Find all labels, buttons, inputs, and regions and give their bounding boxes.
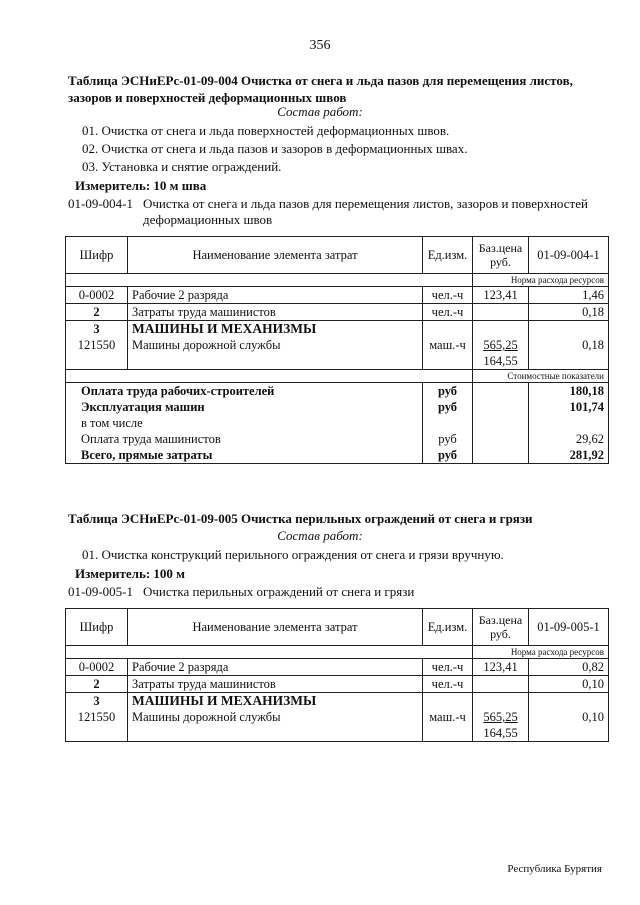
cost-row: Оплата труда рабочих-строителей руб 180,18 [66,383,609,400]
cost-row: Всего, прямые затраты руб 281,92 [66,447,609,464]
table2-composition-label: Состав работ: [277,528,363,543]
table1-header-row [66,237,609,274]
machine-cell: 3 121550 [66,693,128,742]
machine-name-cell: МАШИНЫ И МЕХАНИЗМЫ Машины дорожной службы [128,693,423,742]
table2-code-line [68,584,414,600]
norm-label: Норма расхода ресурсов [473,646,609,659]
header-name: Наименование элемента затрат [128,237,423,274]
header-cipher: Шифр [66,609,128,646]
table1-title: Таблица ЭСНиЕРс-01-09-004 Очистка от снега и льда пазов для перемещения листов, зазоров и поверхностей деформационных швов [68,73,573,105]
footer-region: Республика Бурятия [507,863,602,875]
table2-header-row [66,609,609,646]
table2-work-1: 01. Очистка конструкций перильного ограждения от снега и грязи вручную. [82,547,504,562]
header-unit: Ед.изм. [423,237,473,274]
table1-norm-row [66,274,609,287]
table1-grid [65,236,609,464]
table1-cost-label-row [66,370,609,383]
table1-composition-label: Состав работ: [277,104,363,119]
table2-code-desc: Очистка перильных ограждений от снега и грязи [143,584,415,599]
header-code: 01-09-005-1 [529,609,609,646]
table-row: 3 121550 МАШИНЫ И МЕХАНИЗМЫ Машины дорожной службы маш.-ч 565,25 164,55 0,18 [66,321,609,370]
norm-label: Норма расхода ресурсов [473,274,609,287]
cost-row: Эксплуатация машин руб 101,74 [66,399,609,415]
table1-work-2: 02. Очистка от снега и льда пазов и зазоров в деформационных швах. [82,141,468,156]
machine-cell: 3 121550 [66,321,128,370]
table2-measure: Измеритель: 100 м [75,566,186,581]
header-unit: Ед.изм. [423,609,473,646]
table-row: 3 121550 МАШИНЫ И МЕХАНИЗМЫ Машины дорожной службы маш.-ч 565,25 164,55 0,10 [66,693,609,742]
table2-grid [65,608,609,742]
table1-work-3: 03. Установка и снятие ограждений. [82,159,282,174]
table1-code-desc: Очистка от снега и льда пазов для перемещения листов, зазоров и поверхностей [143,196,588,211]
table2-norm-row [66,646,609,659]
cost-row: Оплата труда машинистов руб 29,62 [66,431,609,447]
table-row: 0-0002 Рабочие 2 разряда чел.-ч 123,41 1,46 [66,287,609,304]
table-row: 0-0002 Рабочие 2 разряда чел.-ч 123,41 0,82 [66,659,609,676]
table2-title: Таблица ЭСНиЕРс-01-09-005 Очистка перильных ограждений от снега и грязи [68,511,533,526]
table-row: 2 Затраты труда машинистов чел.-ч 0,18 [66,304,609,321]
table1-code-line [68,196,588,212]
cost-label: Стоимостные показатели [473,370,609,383]
table1-work-1: 01. Очистка от снега и льда поверхностей деформационных швов. [82,123,450,138]
table1-measure: Измеритель: 10 м шва [75,178,207,193]
machine-name-cell: МАШИНЫ И МЕХАНИЗМЫ Машины дорожной службы [128,321,423,370]
page-number: 356 [309,38,331,53]
table2-code: 01-09-005-1 [68,584,133,599]
header-code: 01-09-004-1 [529,237,609,274]
header-base-price: Баз.цена руб. [473,609,529,646]
table1-code-desc-2: деформационных швов [143,212,273,227]
header-base-price: Баз.цена руб. [473,237,529,274]
header-cipher: Шифр [66,237,128,274]
cost-row: в том числе [66,415,609,431]
table1-code: 01-09-004-1 [68,196,133,211]
header-name: Наименование элемента затрат [128,609,423,646]
table-row: 2 Затраты труда машинистов чел.-ч 0,10 [66,676,609,693]
